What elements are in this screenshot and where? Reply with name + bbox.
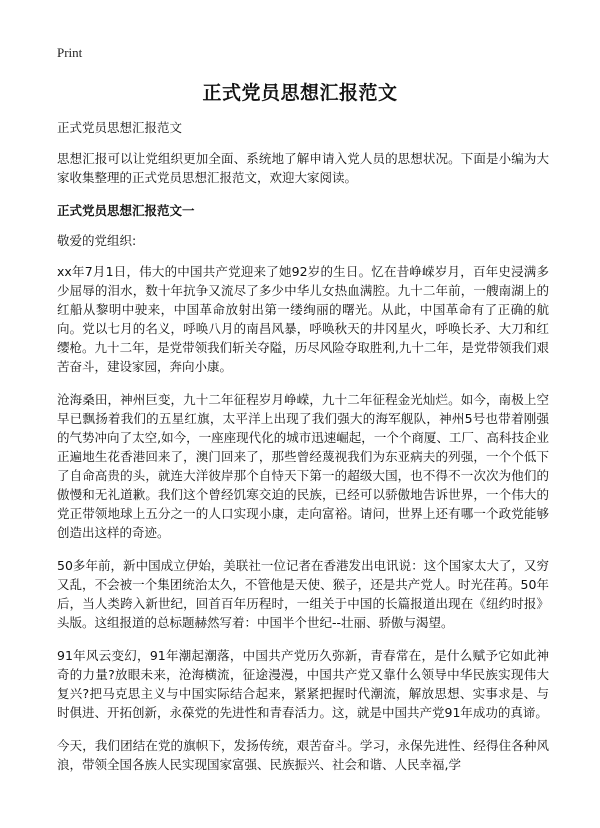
body-paragraph: xx年7月1日，伟大的中国共产党迎来了她92岁的生日。忆在昔峥嵘岁月，百年史浸满多少屈辱的泪水，数十年抗争又流尽了多少中华儿女热血满腔。九十二年前，一艘南湖上的红船从黎明中驶来，中国革命放射出第一缕绚丽的曙光。从此，中国革命有了正确的航向。党以七月的名义，呼唤八月的南昌风暴，呼唤秋天的井冈星火，呼唤长矛、大刀和红缨枪。九十二年，是党带领我们斩关夺隘，历尽风险夺取胜利,九十二年，是党带领我们艰苦奋斗，建设家园，奔向小康。 [57,264,549,374]
page-title: 正式党员思想汇报范文 [202,82,398,104]
document-subtitle: 正式党员思想汇报范文 [57,120,183,135]
greeting: 敬爱的党组织: [57,233,137,248]
intro-paragraph: 思想汇报可以让党组织更加全面、系统地了解申请入党人员的思想状况。下面是小编为大家收集整理的正式党员思想汇报范文，欢迎大家阅读。 [57,151,549,185]
body-paragraph: 今天，我们团结在党的旗帜下，发扬传统，艰苦奋斗。学习，永保先进性、经得住各种风浪，带领全国各族人民实现国家富强、民族振兴、社会和谐、人民幸福,学 [57,738,549,772]
section-heading: 正式党员思想汇报范文一 [57,203,195,218]
print-link[interactable]: Print [57,45,83,60]
document-body [57,118,549,788]
body-paragraph: 沧海桑田，神州巨变，九十二年征程岁月峥嵘，九十二年征程金光灿烂。如今，南极上空早已飘扬着我们的五星红旗，太平洋上出现了我们强大的海军舰队，神州5号也带着刚强的气势冲向了太空,如今，一座座现代化的城市迅速崛起，一个个商厦、工厂、高科技企业正遍地生花香港回来了，澳门回来了，那些曾经蔑视我们为东亚病夫的列强，一个个低下了自命高贵的头，就连大洋彼岸那个自恃天下第一的超级大国，也不得不一次次为他们的傲慢和无礼道歉。我们这个曾经饥寒交迫的民族，已经可以骄傲地告诉世界，一个伟大的党正带领地球上五分之一的人口实现小康，走向富裕。请问，世界上还有哪一个政党能够创造出这样的奇迹。 [57,392,549,540]
body-paragraph: 91年风云变幻，91年潮起潮落，中国共产党历久弥新，青春常在，是什么赋予它如此神奇的力量?放眼未来，沧海横流，征途漫漫，中国共产党又靠什么领导中华民族实现伟大复兴?把马克思主义与中国实际结合起来，紧紧把握时代潮流，解放思想、实事求是、与时俱进、开拓创新，永葆党的先进性和青春活力。这，就是中国共产党91年成功的真谛。 [57,648,549,720]
body-paragraph: 50多年前，新中国成立伊始，美联社一位记者在香港发出电讯说：这个国家太大了，又穷又乱，不会被一个集团统治太久，不管他是天使、猴子，还是共产党人。时光荏苒。50年后，当人类跨入新世纪，回首百年历程时，一组关于中国的长篇报道出现在《纽约时报》头版。这组报道的总标题赫然写着：中国半个世纪--壮丽、骄傲与渴望。 [57,558,549,630]
